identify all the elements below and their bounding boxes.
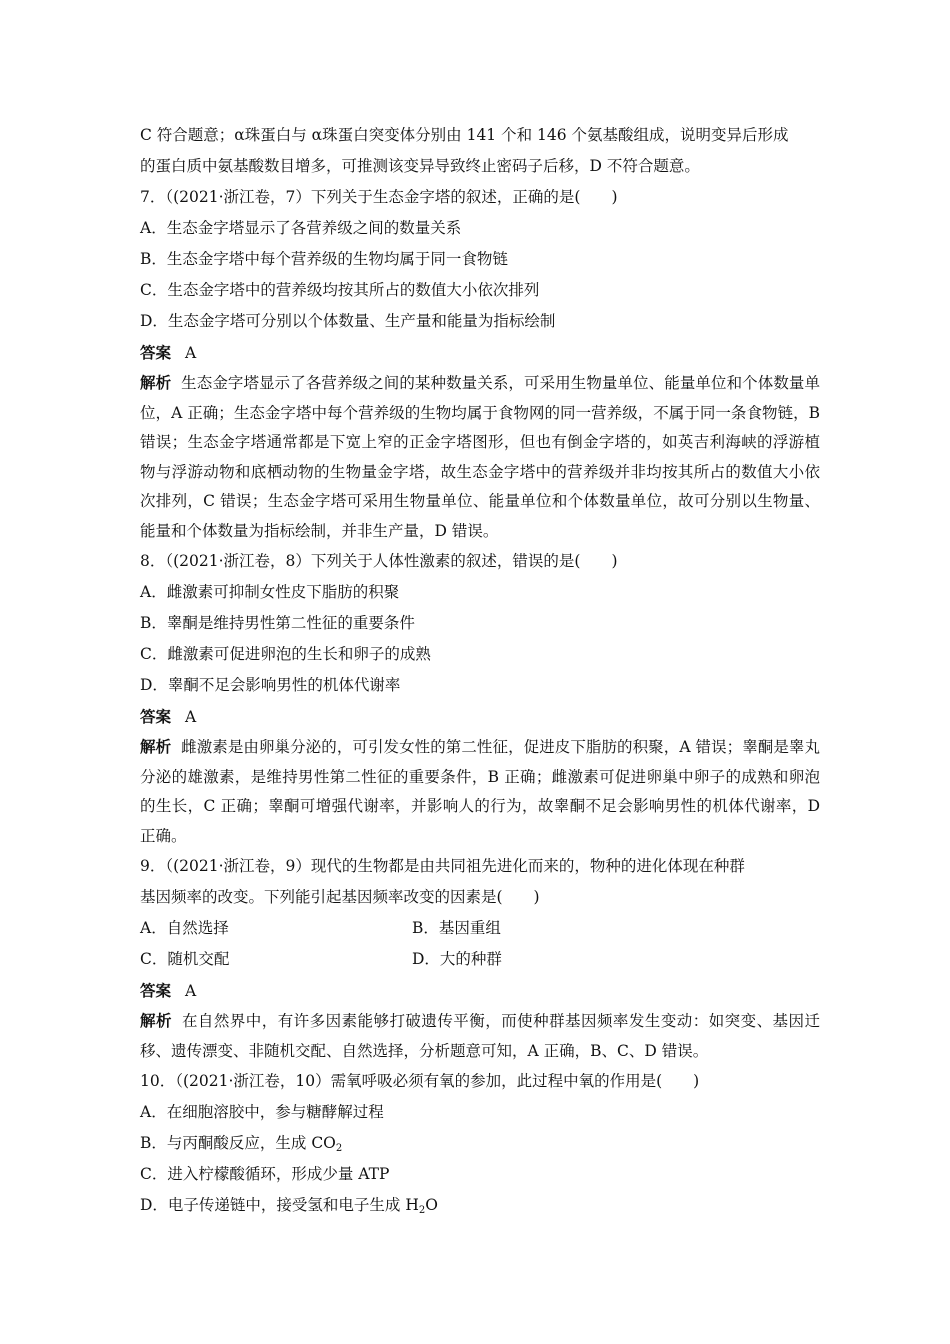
question-9-options-row [140, 944, 820, 975]
answer-label: 答案 [140, 707, 172, 726]
answer-label: 答案 [140, 981, 172, 1000]
question-10-option-a: A．在细胞溶胶中，参与糖酵解过程 [140, 1103, 384, 1121]
question-8-option-b: B．睾酮是维持男性第二性征的重要条件 [140, 614, 415, 632]
analysis-label: 解析 [140, 373, 172, 392]
option-text: B．与丙酮酸反应，生成 CO [140, 1134, 336, 1152]
answer-label: 答案 [140, 343, 172, 362]
answer-value: A [185, 708, 197, 726]
question-7-analysis [140, 368, 820, 546]
question-10-option-d [140, 1190, 820, 1221]
question-8-option-c: C．雌激素可促进卵泡的生长和卵子的成熟 [140, 645, 431, 663]
question-7-answer [140, 337, 820, 368]
answer-value: A [185, 982, 197, 1000]
question-8-option-a: A．雌激素可抑制女性皮下脂肪的积聚 [140, 583, 400, 601]
question-7-option-d: D．生态金字塔可分别以个体数量、生产量和能量为指标绘制 [140, 312, 556, 330]
intro-line: 的蛋白质中氨基酸数目增多，可推测该变异导致终止密码子后移，D 不符合题意。 [140, 157, 700, 175]
analysis-label: 解析 [140, 1011, 172, 1030]
analysis-text: 在自然界中，有许多因素能够打破遗传平衡，而使种群基因频率发生变动：如突变、基因迁移、遗传漂变、非随机交配、自然选择，分析题意可知，A 正确，B、C、D 错误。 [140, 1012, 820, 1060]
question-8-option-d: D．睾酮不足会影响男性的机体代谢率 [140, 676, 401, 694]
question-10-stem: 10．（(2021·浙江卷，10）需氧呼吸必须有氧的参加，此过程中氧的作用是( ) [140, 1072, 700, 1090]
subscript: 2 [335, 1143, 343, 1154]
analysis-text: 雌激素是由卵巢分泌的，可引发女性的第二性征，促进皮下脂肪的积聚，A 错误；睾酮是睾丸分泌的雄激素，是维持男性第二性征的重要条件，B 正确；雌激素可促进卵巢中卵子的成熟和卵泡的生长，C 正确；睾酮可增强代谢率，并影响人的行为，故睾酮不足会影响男性的机体代谢率，D 正确。 [140, 738, 820, 845]
question-9-option-b: B．基因重组 [412, 919, 501, 937]
question-9-option-a: A．自然选择 [140, 919, 229, 937]
intro-line: C 符合题意；α珠蛋白与 α珠蛋白突变体分别由 141 个和 146 个氨基酸组成，说明变异后形成 [140, 126, 789, 144]
question-8-stem: 8．（(2021·浙江卷，8）下列关于人体性激素的叙述，错误的是( ) [140, 552, 618, 570]
question-9-option-c: C．随机交配 [140, 950, 230, 968]
answer-value: A [185, 344, 197, 362]
question-7-option-c: C．生态金字塔中的营养级均按其所占的数值大小依次排列 [140, 281, 540, 299]
question-7-stem: 7．（(2021·浙江卷，7）下列关于生态金字塔的叙述，正确的是( ) [140, 188, 618, 206]
question-9-analysis [140, 1006, 820, 1066]
question-8-answer [140, 701, 820, 732]
analysis-label: 解析 [140, 737, 172, 756]
question-10-option-c: C．进入柠檬酸循环，形成少量 ATP [140, 1165, 390, 1183]
question-9-stem: 9．（(2021·浙江卷，9）现代的生物都是由共同祖先进化而来的，物种的进化体现在种群 [140, 857, 745, 875]
question-10-option-b [140, 1128, 820, 1159]
subscript: 2 [418, 1205, 426, 1216]
question-7-option-b: B．生态金字塔中每个营养级的生物均属于同一食物链 [140, 250, 508, 268]
question-7-option-a: A．生态金字塔显示了各营养级之间的数量关系 [140, 219, 462, 237]
question-8-analysis [140, 732, 820, 851]
option-text: D．电子传递链中，接受氢和电子生成 H [140, 1196, 419, 1214]
question-9-options-row [140, 913, 820, 944]
option-text-tail: O [425, 1196, 438, 1214]
document-page [140, 120, 820, 1221]
question-9-stem: 基因频率的改变。下列能引起基因频率改变的因素是( ) [140, 888, 540, 906]
question-9-answer [140, 975, 820, 1006]
question-9-option-d: D．大的种群 [412, 950, 502, 968]
analysis-text: 生态金字塔显示了各营养级之间的某种数量关系，可采用生物量单位、能量单位和个体数量单位，A 正确；生态金字塔中每个营养级的生物均属于食物网的同一营养级，不属于同一条食物链，B 错误；生态金字塔通常都是下宽上窄的正金字塔图形，但也有倒金字塔的，如英吉利海峡的浮游植物与浮游动物和底栖动物的生物量金字塔，故生态金字塔中的营养级并非均按其所占的数值大小依次排列，C 错误；生态金字塔可采用生物量单位、能量单位和个体数量单位，故可分别以生物量、能量和个体数量为指标绘制，并非生产量，D 错误。 [140, 374, 820, 540]
